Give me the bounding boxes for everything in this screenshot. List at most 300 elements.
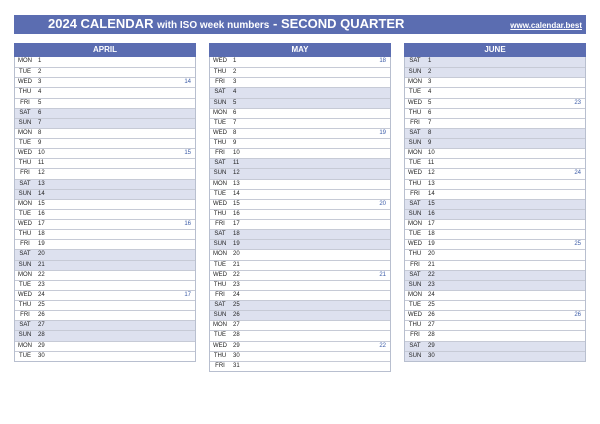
weekday-label: TUE — [409, 302, 421, 308]
title-subtitle: with ISO week numbers — [157, 20, 270, 31]
weekday-label: TUE — [19, 352, 31, 359]
day-row — [210, 351, 390, 361]
day-number: 19 — [233, 241, 240, 248]
weekday-label: TUE — [19, 210, 31, 217]
weekday-label: TUE — [214, 332, 226, 339]
weekday-label: WED — [408, 170, 422, 177]
day-row — [15, 249, 195, 259]
weekday-label: SAT — [214, 231, 226, 238]
day-row — [405, 260, 585, 270]
day-row — [15, 148, 195, 158]
day-row — [405, 249, 585, 259]
week-number: 15 — [184, 150, 191, 157]
day-number: 2 — [38, 69, 42, 76]
day-number: 18 — [38, 231, 45, 238]
week-number: 19 — [379, 129, 386, 136]
day-number: 5 — [428, 99, 432, 106]
day-number: 18 — [233, 231, 240, 238]
day-row — [210, 179, 390, 189]
day-number: 27 — [428, 322, 435, 329]
day-row — [405, 57, 585, 67]
weekday-label: MON — [213, 251, 227, 258]
weekday-label: SAT — [409, 342, 421, 349]
weekday-label: SUN — [408, 281, 422, 288]
month-header: APRIL — [14, 43, 196, 57]
day-number: 23 — [428, 281, 435, 288]
weekday-label: FRI — [410, 119, 420, 126]
day-number: 3 — [428, 79, 432, 86]
title-main: 2024 CALENDAR — [48, 16, 154, 31]
day-row — [210, 87, 390, 97]
weekday-label: WED — [18, 291, 32, 298]
day-number: 4 — [428, 89, 432, 96]
week-number: 18 — [379, 58, 386, 64]
weekday-label: FRI — [410, 332, 420, 339]
weekday-label: FRI — [20, 170, 30, 177]
day-list — [404, 57, 586, 362]
day-number: 20 — [428, 251, 435, 258]
weekday-label: SAT — [19, 322, 31, 329]
day-row — [210, 148, 390, 158]
day-number: 21 — [38, 261, 45, 268]
day-row — [15, 199, 195, 209]
week-number: 23 — [574, 99, 581, 106]
day-number: 26 — [233, 312, 240, 319]
week-number: 24 — [574, 170, 581, 177]
weekday-label: MON — [18, 129, 32, 136]
weekday-label: SUN — [18, 261, 32, 268]
weekday-label: FRI — [20, 99, 30, 106]
day-number: 27 — [233, 322, 240, 329]
day-number: 9 — [428, 140, 432, 146]
day-row — [210, 158, 390, 168]
day-row — [15, 128, 195, 138]
day-row — [210, 229, 390, 239]
weekday-label: SAT — [214, 89, 226, 96]
day-number: 22 — [428, 271, 435, 278]
weekday-label: TUE — [214, 119, 226, 126]
day-row — [15, 280, 195, 290]
day-number: 10 — [233, 150, 240, 157]
day-row — [405, 108, 585, 118]
day-row — [15, 310, 195, 320]
week-number: 14 — [184, 79, 191, 86]
day-number: 21 — [233, 261, 240, 268]
day-row — [15, 320, 195, 330]
day-number: 4 — [38, 89, 42, 96]
weekday-label: SUN — [18, 119, 32, 126]
weekday-label: SUN — [408, 210, 422, 217]
week-number: 17 — [184, 291, 191, 298]
day-row — [15, 351, 195, 361]
day-number: 24 — [428, 291, 435, 298]
weekday-label: THU — [213, 210, 227, 217]
day-number: 6 — [38, 109, 42, 116]
page-header — [14, 15, 586, 34]
day-row — [405, 239, 585, 249]
day-row — [405, 67, 585, 77]
weekday-label: FRI — [410, 261, 420, 268]
day-number: 25 — [38, 302, 45, 308]
month-column-may — [209, 43, 391, 372]
weekday-label: THU — [18, 231, 32, 238]
day-row — [405, 229, 585, 239]
weekday-label: TUE — [214, 190, 226, 197]
day-row — [405, 209, 585, 219]
weekday-label: FRI — [20, 312, 30, 319]
title-quarter: - SECOND QUARTER — [273, 16, 405, 31]
day-number: 15 — [428, 200, 435, 207]
weekday-label: SAT — [19, 251, 31, 258]
day-row — [15, 260, 195, 270]
weekday-label: SUN — [408, 69, 422, 76]
day-number: 23 — [233, 281, 240, 288]
day-number: 3 — [38, 79, 42, 86]
day-row — [405, 168, 585, 178]
day-row — [15, 98, 195, 108]
day-row — [15, 330, 195, 340]
day-row — [15, 229, 195, 239]
day-row — [210, 341, 390, 351]
day-row — [15, 168, 195, 178]
weekday-label: THU — [408, 251, 422, 258]
day-number: 19 — [428, 241, 435, 248]
weekday-label: WED — [213, 129, 227, 136]
day-number: 14 — [428, 190, 435, 197]
day-number: 3 — [233, 79, 237, 86]
weekday-label: TUE — [409, 89, 421, 96]
day-number: 28 — [233, 332, 240, 339]
day-number: 7 — [38, 119, 42, 126]
weekday-label: WED — [408, 312, 422, 319]
weekday-label: SUN — [408, 352, 422, 359]
day-number: 14 — [38, 190, 45, 197]
day-row — [15, 138, 195, 148]
weekday-label: SAT — [409, 58, 421, 64]
weekday-label: WED — [18, 150, 32, 157]
weekday-label: THU — [213, 352, 227, 359]
day-row — [15, 108, 195, 118]
weekday-label: MON — [18, 342, 32, 349]
weekday-label: FRI — [410, 190, 420, 197]
weekday-label: SUN — [408, 140, 422, 146]
day-row — [15, 270, 195, 280]
day-row — [210, 320, 390, 330]
day-row — [405, 199, 585, 209]
day-row — [15, 341, 195, 351]
day-number: 8 — [38, 129, 42, 136]
day-number: 29 — [38, 342, 45, 349]
day-row — [405, 320, 585, 330]
day-number: 9 — [233, 140, 237, 146]
day-number: 6 — [428, 109, 432, 116]
day-row — [405, 118, 585, 128]
weekday-label: SAT — [19, 180, 31, 187]
day-number: 16 — [428, 210, 435, 217]
day-number: 17 — [233, 221, 240, 227]
day-row — [210, 310, 390, 320]
day-number: 30 — [38, 352, 45, 359]
weekday-label: THU — [213, 281, 227, 288]
day-number: 9 — [38, 140, 42, 146]
day-number: 13 — [233, 180, 240, 187]
day-number: 15 — [38, 200, 45, 207]
page-title — [48, 16, 404, 31]
day-row — [15, 189, 195, 199]
day-row — [210, 300, 390, 310]
weekday-label: MON — [213, 322, 227, 329]
day-row — [210, 98, 390, 108]
day-list — [14, 57, 196, 362]
weekday-label: THU — [213, 140, 227, 146]
day-number: 28 — [428, 332, 435, 339]
weekday-label: SUN — [213, 99, 227, 106]
weekday-label: FRI — [215, 362, 225, 369]
day-number: 25 — [233, 302, 240, 308]
day-row — [15, 209, 195, 219]
week-number: 25 — [574, 241, 581, 248]
month-header: MAY — [209, 43, 391, 57]
day-row — [210, 270, 390, 280]
day-row — [210, 219, 390, 229]
website-link[interactable]: www.calendar.best — [510, 21, 582, 30]
day-number: 1 — [233, 58, 237, 64]
day-row — [15, 239, 195, 249]
weekday-label: SUN — [213, 241, 227, 248]
week-number: 16 — [184, 221, 191, 227]
weekday-label: MON — [18, 200, 32, 207]
day-row — [210, 138, 390, 148]
day-row — [405, 330, 585, 340]
day-number: 15 — [233, 200, 240, 207]
weekday-label: WED — [213, 342, 227, 349]
weekday-label: SUN — [18, 190, 32, 197]
weekday-label: THU — [18, 302, 32, 308]
weekday-label: MON — [408, 291, 422, 298]
day-row — [405, 128, 585, 138]
day-number: 13 — [38, 180, 45, 187]
day-number: 7 — [428, 119, 432, 126]
day-row — [405, 148, 585, 158]
day-row — [210, 108, 390, 118]
weekday-label: THU — [408, 180, 422, 187]
day-row — [210, 199, 390, 209]
weekday-label: THU — [18, 160, 32, 167]
day-row — [405, 158, 585, 168]
day-number: 11 — [233, 160, 240, 167]
day-number: 19 — [38, 241, 45, 248]
weekday-label: SUN — [18, 332, 32, 339]
month-column-june — [404, 43, 586, 362]
day-number: 2 — [428, 69, 432, 76]
weekday-label: MON — [213, 180, 227, 187]
week-number: 26 — [574, 312, 581, 319]
month-column-april — [14, 43, 196, 362]
day-number: 12 — [233, 170, 240, 177]
day-row — [15, 77, 195, 87]
day-row — [15, 290, 195, 300]
weekday-label: SAT — [19, 109, 31, 116]
day-row — [405, 138, 585, 148]
week-number: 21 — [379, 271, 386, 278]
day-number: 22 — [233, 271, 240, 278]
weekday-label: MON — [408, 150, 422, 157]
day-row — [210, 280, 390, 290]
weekday-label: TUE — [19, 281, 31, 288]
day-row — [15, 118, 195, 128]
day-number: 29 — [428, 342, 435, 349]
weekday-label: MON — [18, 58, 32, 64]
day-number: 11 — [428, 160, 435, 167]
weekday-label: FRI — [215, 291, 225, 298]
weekday-label: THU — [408, 322, 422, 329]
weekday-label: WED — [213, 200, 227, 207]
day-row — [210, 330, 390, 340]
day-row — [405, 270, 585, 280]
day-row — [405, 98, 585, 108]
weekday-label: SAT — [214, 160, 226, 167]
weekday-label: FRI — [215, 79, 225, 86]
weekday-label: FRI — [215, 221, 225, 227]
weekday-label: MON — [213, 109, 227, 116]
week-number: 20 — [379, 200, 386, 207]
day-number: 26 — [428, 312, 435, 319]
day-row — [210, 249, 390, 259]
weekday-label: TUE — [19, 140, 31, 146]
day-number: 26 — [38, 312, 45, 319]
day-row — [15, 219, 195, 229]
day-number: 14 — [233, 190, 240, 197]
day-row — [15, 158, 195, 168]
day-number: 1 — [38, 58, 42, 64]
day-row — [210, 209, 390, 219]
day-row — [405, 219, 585, 229]
day-number: 17 — [38, 221, 45, 227]
day-list — [209, 57, 391, 372]
weekday-label: WED — [213, 58, 227, 64]
day-number: 12 — [428, 170, 435, 177]
weekday-label: WED — [18, 221, 32, 227]
day-number: 11 — [38, 160, 45, 167]
day-number: 21 — [428, 261, 435, 268]
weekday-label: TUE — [19, 69, 31, 76]
day-row — [405, 341, 585, 351]
day-number: 6 — [233, 109, 237, 116]
day-row — [405, 179, 585, 189]
weekday-label: TUE — [214, 261, 226, 268]
weekday-label: WED — [213, 271, 227, 278]
weekday-label: TUE — [409, 160, 421, 167]
day-row — [210, 239, 390, 249]
day-row — [405, 280, 585, 290]
day-row — [405, 87, 585, 97]
day-number: 29 — [233, 342, 240, 349]
day-number: 5 — [38, 99, 42, 106]
weekday-label: WED — [408, 241, 422, 248]
weekday-label: FRI — [20, 241, 30, 248]
weekday-label: MON — [408, 221, 422, 227]
day-number: 18 — [428, 231, 435, 238]
day-number: 12 — [38, 170, 45, 177]
weekday-label: SUN — [213, 312, 227, 319]
day-number: 30 — [233, 352, 240, 359]
day-number: 20 — [38, 251, 45, 258]
weekday-label: SAT — [409, 200, 421, 207]
weekday-label: MON — [408, 79, 422, 86]
day-row — [210, 118, 390, 128]
weekday-label: SAT — [409, 271, 421, 278]
day-row — [210, 77, 390, 87]
weekday-label: THU — [408, 109, 422, 116]
day-number: 20 — [233, 251, 240, 258]
day-number: 10 — [428, 150, 435, 157]
day-number: 16 — [38, 210, 45, 217]
day-number: 28 — [38, 332, 45, 339]
day-number: 30 — [428, 352, 435, 359]
day-row — [15, 87, 195, 97]
day-row — [15, 67, 195, 77]
day-row — [210, 290, 390, 300]
day-row — [210, 57, 390, 67]
week-number: 22 — [379, 342, 386, 349]
weekday-label: TUE — [409, 231, 421, 238]
weekday-label: WED — [18, 79, 32, 86]
day-row — [210, 361, 390, 371]
day-number: 13 — [428, 180, 435, 187]
weekday-label: WED — [408, 99, 422, 106]
day-row — [15, 300, 195, 310]
day-number: 25 — [428, 302, 435, 308]
day-number: 22 — [38, 271, 45, 278]
month-header: JUNE — [404, 43, 586, 57]
day-row — [405, 290, 585, 300]
weekday-label: THU — [213, 69, 227, 76]
weekday-label: SAT — [214, 302, 226, 308]
day-row — [210, 67, 390, 77]
day-row — [210, 168, 390, 178]
day-row — [405, 300, 585, 310]
day-number: 31 — [233, 362, 240, 369]
day-number: 8 — [428, 129, 432, 136]
day-number: 27 — [38, 322, 45, 329]
day-row — [210, 128, 390, 138]
day-row — [210, 260, 390, 270]
day-number: 24 — [233, 291, 240, 298]
weekday-label: SUN — [213, 170, 227, 177]
day-number: 10 — [38, 150, 45, 157]
day-number: 8 — [233, 129, 237, 136]
day-row — [210, 189, 390, 199]
day-number: 24 — [38, 291, 45, 298]
day-number: 7 — [233, 119, 237, 126]
day-row — [405, 351, 585, 361]
day-row — [405, 189, 585, 199]
day-row — [405, 77, 585, 87]
day-number: 2 — [233, 69, 237, 76]
weekday-label: THU — [18, 89, 32, 96]
day-row — [405, 310, 585, 320]
day-number: 17 — [428, 221, 435, 227]
day-number: 4 — [233, 89, 237, 96]
weekday-label: FRI — [215, 150, 225, 157]
day-number: 16 — [233, 210, 240, 217]
day-number: 5 — [233, 99, 237, 106]
day-number: 23 — [38, 281, 45, 288]
day-row — [15, 179, 195, 189]
day-row — [15, 57, 195, 67]
weekday-label: SAT — [409, 129, 421, 136]
day-number: 1 — [428, 58, 432, 64]
